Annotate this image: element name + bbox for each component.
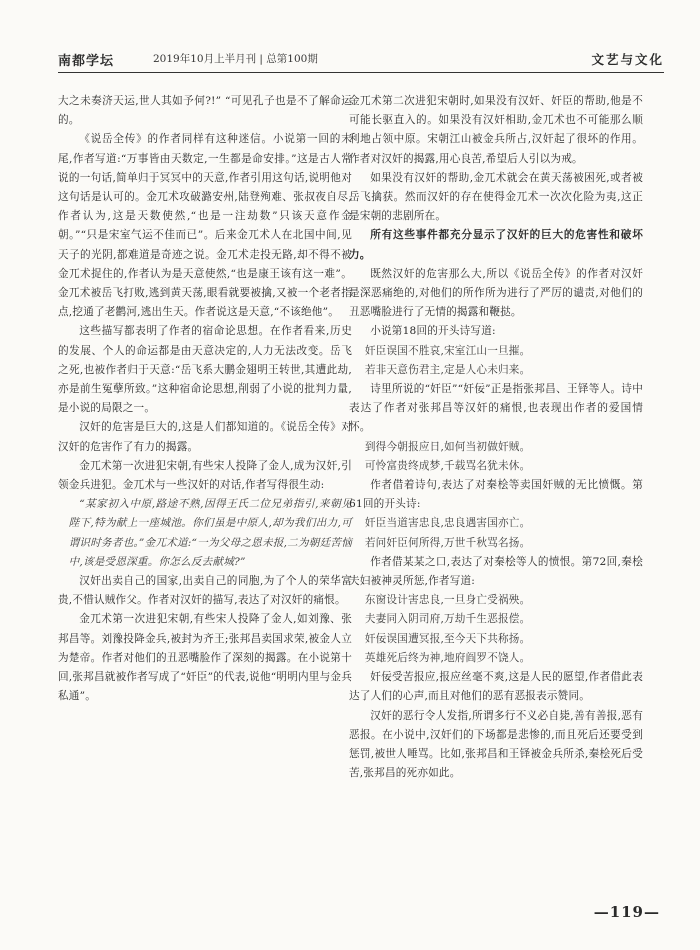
section-title: 文艺与文化: [591, 52, 664, 67]
paragraph: 这些描写都表明了作者的宿命论思想。在作者看来,历史的发展、个人的命运都是由天意决定的,人力无法改变。岳飞之死,也被作者归于天意:“岳飞系大鹏金翅明王转世,其遭此劫,亦是前生冤孽所致。”这种宿命论思想,削弱了小说的批判力量,是小说的局限之一。: [58, 325, 352, 415]
paragraph: “某家初入中原,路途不熟,因得王氏二位兄弟指引,来朝见陛下,特为献上一座城池。你们虽是中原人,却为我们出力,可谓识时务者也。”金兀术道:“一为父母之恩未报,二为朝廷苦恼中,该是受恩深重。你怎么反去献城?”: [68, 498, 352, 568]
paragraph: 作者借着诗句,表达了对秦桧等卖国奸贼的无比愤慨。第61回的开头诗:: [349, 479, 643, 511]
left-column: [58, 92, 352, 707]
paragraph: 大之未奏济天运,世人其如予何?!” “可见孔子也是不了解命运的。: [58, 95, 352, 127]
paragraph: 汉奸的恶行令人发指,所谓多行不义必自毙,善有善报,恶有恶报。在小说中,汉奸们的下场都是悲惨的,而且死后还要受到惩罚,被世人唾骂。比如,张邦昌和王铎被金兵所杀,秦桧死后受苦,张邦昌的死亦如此。: [349, 709, 643, 780]
paragraph: 英雄死后终为神,地府阎罗不饶人。: [364, 651, 531, 664]
paragraph: 汉奸出卖自己的国家,出卖自己的同胞,为了个人的荣华富贵,不惜认贼作父。作者对汉奸的描写,表达了对汉奸的痛恨。: [58, 575, 352, 607]
journal-masthead: 南都学坛: [58, 54, 115, 69]
right-column: [349, 92, 643, 783]
paragraph: 《说岳全传》的作者同样有这种迷信。小说第一回的末尾,作者写道:“万事皆由天数定,一生都是命安排。”这是古人常说的一句话,简单归于冥冥中的天意,作者引用这句话,说明他对这句话是认可的。金兀术攻破潞安州,陆登殉难、张叔夜自尽,作者认为,这是天数使然,“也是一注劫数”只该天意作金朝。”“只是宋室气运不佳而已”。后来金兀术人在北国中间,见天子的光阴,都难道是奇迹之说。金兀术走投无路,却不得不被金兀术捉住的,作者认为是天意使然,“也是康王该有这一难”。金兀术被岳飞打败,逃到黄天荡,眼看就要被擒,又被一个老者指点,挖通了老鹳河,逃出生天。作者说这是天意,“不该绝他”。: [58, 133, 352, 319]
paragraph: 若非天意伤君主,定是人心未归来。: [364, 363, 531, 376]
paragraph: 金兀术第一次进犯宋朝,有些宋人投降了金人,成为汉奸,引领金兵进犯。金兀术与一些汉奸的对话,作者写得很生动:: [58, 459, 352, 492]
paragraph: 奸臣当道害忠良,忠良遇害国亦亡。: [364, 517, 531, 530]
paragraph: 奸臣误国不胜哀,宋室江山一旦摧。: [364, 344, 531, 357]
paragraph: 夫妻同入阴司府,万劫千生恶报偿。: [364, 613, 531, 626]
paragraph: 所有这些事件都充分显示了汉奸的巨大的危害性和破坏力。: [349, 229, 643, 261]
paragraph: 奸佞受苦报应,报应丝毫不爽,这是人民的愿望,作者借此表达了人们的心声,而且对他们的恶有恶报表示赞同。: [349, 671, 643, 703]
paragraph: 如果没有汉奸的帮助,金兀术就会在黄天荡被困死,或者被岳飞擒获。然而汉奸的存在使得金兀术一次次化险为夷,这正是宋朝的悲剧所在。: [349, 171, 643, 223]
issue-info: 2019年10月上半月刊 | 总第100期: [153, 53, 318, 65]
paragraph: 汉奸的危害是巨大的,这是人们都知道的。《说岳全传》对汉奸的危害作了有力的揭露。: [58, 421, 352, 453]
paragraph: 可怜富贵终成梦,千载骂名犹未休。: [364, 459, 531, 472]
paragraph: 作者借某某之口,表达了对秦桧等人的愤恨。第72回,秦桧夫妇被神灵所惩,作者写道:: [349, 555, 643, 588]
paragraph: 到得今朝报应日,如何当初做奸贼。: [364, 440, 531, 453]
paragraph: 诗里所说的“奸臣”“奸佞”正是指张邦昌、王铎等人。诗中表达了作者对张邦昌等汉奸的痛恨,也表现出作者的爱国情怀。: [349, 383, 643, 434]
paragraph: 金兀术第一次进犯宋朝,有些宋人投降了金人,如刘豫、张邦昌等。刘豫投降金兵,被封为齐王;张邦昌卖国求荣,被金人立为楚帝。作者对他们的丑恶嘴脸作了深刻的揭露。在小说第十回,张邦昌就被作者写成了“奸臣”的代表,说他“明明内里与金兵私通”。: [58, 613, 352, 703]
paragraph: 小说第18回的开头诗写道:: [370, 325, 496, 338]
page-number: —119—: [593, 903, 660, 921]
page-header: [58, 50, 664, 73]
paragraph: 金兀术第二次进犯宋朝时,如果没有汉奸、奸臣的帮助,他是不可能长驱直入的。如果没有汉奸相助,金兀术也不可能那么顺利地占领中原。宋朝江山被金兵所占,汉奸起了很坏的作用。作者对汉奸的揭露,用心良苦,希望后人引以为戒。: [349, 95, 643, 165]
paragraph: 奸佞误国遭冥报,至今天下共称扬。: [364, 632, 531, 645]
paragraph: 东窗设计害忠良,一旦身亡受祸殃。: [364, 594, 531, 607]
paragraph: 既然汉奸的危害那么大,所以《说岳全传》的作者对汉奸是深恶痛绝的,对他们的所作所为进行了严厉的谴责,对他们的丑恶嘴脸进行了无情的揭露和鞭挞。: [349, 267, 643, 319]
paragraph: 若问奸臣何所得,万世千秋骂名扬。: [364, 536, 531, 549]
